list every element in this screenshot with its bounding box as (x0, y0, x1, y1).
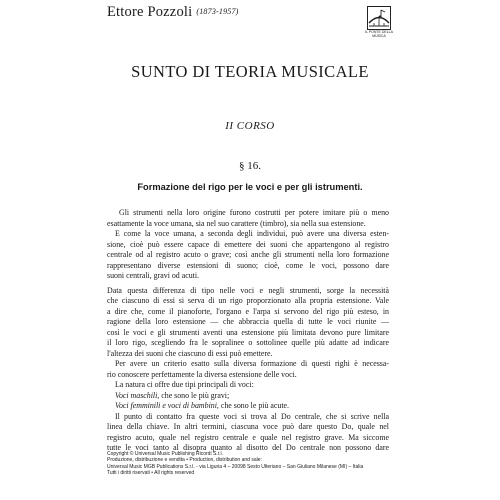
author-name: Ettore Pozzoli (107, 4, 193, 20)
publisher-logo-text: IL PONTE DELLA MUSICA (365, 30, 393, 38)
author-line (107, 4, 239, 21)
voice-type-female: Voci femminili e voci di bambini, che sono le più acute. (115, 401, 289, 410)
text-line: Gli strumenti nella loro origine furono costrutti per potere imitare più o meno (119, 208, 389, 217)
footer-line: Copyright © Universal Music Publishing Ricordi S.r.l. (107, 451, 223, 457)
text-line: tutte le voci tanto al disopra quanto al disotto del Do centrale non possono dare (107, 443, 389, 452)
text-line: suoni centrali, gravi od acuti. (107, 271, 200, 280)
book-title: SUNTO DI TEORIA MUSICALE (131, 62, 369, 81)
text-line: Data questa differenza di tipo nelle voci e negli strumenti, sorge la necessità (107, 285, 389, 295)
text-line: il loro rigo, scegliendo fra le sopralinee o sottolinee quelle più adatte ad indicare (107, 338, 389, 347)
text-line: linea della chiave. In altri termini, ciascuna voce può dare questo Do, quale nel (107, 422, 389, 431)
copyright-footer (107, 451, 427, 477)
text-line: esattamente la voce umana, sia nel suo carattere (timbro), sia nella sua estensione. (107, 218, 366, 228)
text-line: a dire che, come il pianoforte, l'organo e l'arpa si servono del rigo più esteso, in (107, 306, 389, 316)
text-line: rappresentano diverse estensioni di suono; cioè, come le voci, possono dare (107, 260, 389, 270)
text-line: l'altezza dei suoni che ciascuno di essi può emettere. (107, 348, 273, 358)
course-label: II CORSO (225, 120, 275, 132)
text-line: registro acuto, quale nel registro centrale e quale nel registro grave. Ma siccome (107, 432, 389, 442)
text-line: E come la voce umana, a seconda degli individui, può avere una diversa esten- (115, 229, 389, 238)
text-line: così le voci e gli strumenti aventi una estensione più limitata devono pure limitare (107, 327, 389, 337)
text-line: Per avere un criterio esatto sulla diversa formazione di questi righi è necessa- (115, 359, 389, 368)
text-line: rio conoscere perfettamente la diversa estensione delle voci. (107, 369, 297, 379)
section-heading: Formazione del rigo per le voci e per gli istrumenti. (137, 182, 363, 192)
publisher-logo-icon (367, 6, 391, 30)
text-line: che ciascuno di essi si serva di un rigo proporzionato alla propria estensione. Vale (107, 296, 389, 305)
footer-line: Universal Music MGB Publications S.r.l. - via Liguria 4 – 20098 Sesto Ulteriano – San Giuliano Milanese (MI) – Italia (107, 463, 364, 470)
text-line: La natura ci offre due tipi principali di voci: (115, 380, 254, 389)
text-line: Il punto di contatto fra queste voci si trova al Do centrale, che si scrive nella (115, 411, 389, 421)
footer-line: Tutti i diritti riservati • All rights reserved (107, 470, 195, 477)
footer-line: Produzione, distribuzione e vendita • Production, distribution and sale: (107, 457, 262, 464)
body-text (107, 208, 389, 454)
text-line: ragione della loro estensione — che abbraccia quella di tutte le voci riunite — (107, 317, 389, 326)
voice-type-male: Voci maschili, che sono le più gravi; (115, 390, 230, 400)
text-line: sione, cioè può essere capace di emettere dei suoni che appartengono al registro (107, 239, 389, 249)
text-line: centrale od al registro acuto o grave; così anche gli strumenti nella loro formazione (107, 250, 389, 259)
section-number: § 16. (239, 160, 261, 172)
author-dates: (1873-1957) (196, 7, 239, 16)
